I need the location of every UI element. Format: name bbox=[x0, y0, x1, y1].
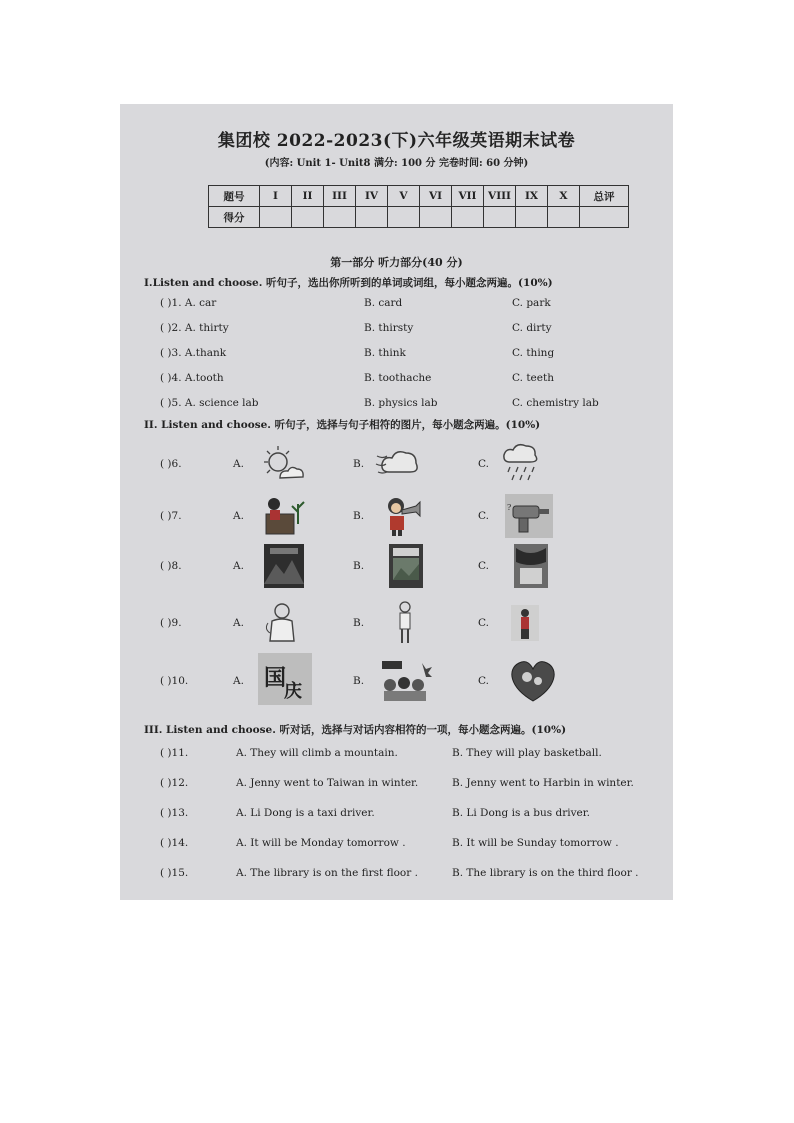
question-number: ( )10. bbox=[160, 675, 189, 687]
score-header-cell: IX bbox=[516, 186, 548, 207]
option-label-c: C. bbox=[478, 560, 489, 572]
score-cell bbox=[292, 207, 324, 228]
mountain-poster-picture bbox=[262, 544, 310, 588]
score-header-cell: 题号 bbox=[209, 186, 260, 207]
option-b-text: B. The library is on the third floor . bbox=[452, 867, 639, 879]
picture-question-row bbox=[160, 494, 660, 542]
question-number: ( )11. bbox=[160, 747, 189, 759]
question-row bbox=[160, 297, 660, 315]
question-number: ( )15. bbox=[160, 867, 189, 879]
dialogue-question-row bbox=[160, 837, 660, 855]
exam-sheet bbox=[120, 104, 673, 900]
picture-question-row bbox=[160, 544, 660, 592]
score-header-cell: 总评 bbox=[580, 186, 629, 207]
sunny-cloud-picture bbox=[258, 442, 306, 486]
option-label-b: B. bbox=[353, 510, 365, 522]
dialogue-question-row bbox=[160, 867, 660, 885]
option-label-a: A. bbox=[233, 510, 244, 522]
dialogue-question-row bbox=[160, 747, 660, 765]
score-cell bbox=[452, 207, 484, 228]
rain-cloud-picture bbox=[500, 442, 548, 486]
option-a-text: A. Li Dong is a taxi driver. bbox=[236, 807, 375, 819]
score-cell bbox=[516, 207, 548, 228]
child-planting-picture bbox=[260, 494, 308, 538]
svg-text:?: ? bbox=[507, 503, 512, 512]
picture-question-row bbox=[160, 601, 660, 649]
svg-text:庆: 庆 bbox=[284, 681, 302, 702]
option-b-text: B. Li Dong is a bus driver. bbox=[452, 807, 590, 819]
question-number: ( )13. bbox=[160, 807, 189, 819]
landscape-poster-picture bbox=[385, 544, 433, 588]
exam-subtitle: (内容: Unit 1- Unit8 满分: 100 分 完卷时间: 60 分钟) bbox=[264, 158, 529, 169]
option-label-c: C. bbox=[478, 510, 489, 522]
question-option-b: B. card bbox=[364, 297, 403, 309]
score-table-header-row bbox=[209, 186, 629, 207]
option-label-c: C. bbox=[478, 675, 489, 687]
score-cell bbox=[580, 207, 629, 228]
question-option-a: ( )1. A. car bbox=[160, 297, 217, 309]
score-cell bbox=[548, 207, 580, 228]
child-playing-trumpet-picture bbox=[378, 494, 426, 538]
svg-text:国: 国 bbox=[264, 665, 287, 691]
question-number: ( )8. bbox=[160, 560, 182, 572]
score-header-cell: VI bbox=[420, 186, 452, 207]
score-table bbox=[208, 185, 629, 228]
student-standing-picture bbox=[505, 601, 553, 645]
standing-man-picture bbox=[385, 601, 433, 645]
question-option-c: C. dirty bbox=[512, 322, 552, 334]
option-b-text: B. Jenny went to Harbin in winter. bbox=[452, 777, 634, 789]
score-header-cell: IV bbox=[356, 186, 388, 207]
question-row bbox=[160, 322, 660, 340]
family-celebration-picture bbox=[378, 659, 434, 703]
question-number: ( )7. bbox=[160, 510, 182, 522]
question-option-c: C. thing bbox=[512, 347, 555, 359]
national-day-calligraphy-picture bbox=[258, 653, 312, 705]
option-label-b: B. bbox=[353, 560, 365, 572]
option-a-text: A. Jenny went to Taiwan in winter. bbox=[236, 777, 419, 789]
picture-question-row bbox=[160, 659, 660, 707]
option-label-a: A. bbox=[233, 675, 244, 687]
question-number: ( )6. bbox=[160, 458, 182, 470]
score-table-score-row bbox=[209, 207, 629, 228]
question-option-a: ( )2. A. thirty bbox=[160, 322, 229, 334]
option-label-a: A. bbox=[233, 617, 244, 629]
question-option-c: C. teeth bbox=[512, 372, 554, 384]
score-header-cell: III bbox=[324, 186, 356, 207]
section-2-heading: II. Listen and choose. 听句子，选择与句子相符的图片，每小题念两遍。(10%) bbox=[144, 419, 541, 431]
question-option-b: B. think bbox=[364, 347, 406, 359]
picture-question-row bbox=[160, 442, 660, 490]
dialogue-question-row bbox=[160, 807, 660, 825]
score-cell bbox=[484, 207, 516, 228]
option-a-text: A. They will climb a mountain. bbox=[236, 747, 398, 759]
festival-poster-picture bbox=[510, 544, 558, 588]
question-number: ( )9. bbox=[160, 617, 182, 629]
heart-mother-child-picture bbox=[505, 659, 561, 703]
option-label-c: C. bbox=[478, 617, 489, 629]
option-b-text: B. It will be Sunday tomorrow . bbox=[452, 837, 619, 849]
option-b-text: B. They will play basketball. bbox=[452, 747, 602, 759]
question-option-b: B. physics lab bbox=[364, 397, 438, 409]
score-header-cell: V bbox=[388, 186, 420, 207]
option-label-c: C. bbox=[478, 458, 489, 470]
question-option-a: ( )3. A.thank bbox=[160, 347, 227, 359]
score-cell bbox=[356, 207, 388, 228]
exam-title: 集团校 2022-2023(下)六年级英语期末试卷 bbox=[217, 131, 576, 151]
question-option-c: C. park bbox=[512, 297, 551, 309]
question-option-b: B. toothache bbox=[364, 372, 432, 384]
option-label-b: B. bbox=[353, 617, 365, 629]
score-header-cell: I bbox=[260, 186, 292, 207]
score-header-cell: VII bbox=[452, 186, 484, 207]
option-label-a: A. bbox=[233, 458, 244, 470]
question-option-c: C. chemistry lab bbox=[512, 397, 599, 409]
sick-person-picture bbox=[260, 601, 308, 645]
question-row bbox=[160, 397, 660, 415]
option-a-text: A. The library is on the first floor . bbox=[236, 867, 418, 879]
section-1-heading: Ⅰ.Listen and choose. 听句子，选出你所听到的单词或词组，每小题念两遍。(10%) bbox=[144, 277, 553, 289]
windy-cloud-picture bbox=[375, 442, 423, 486]
score-header-cell: X bbox=[548, 186, 580, 207]
option-label-b: B. bbox=[353, 675, 365, 687]
question-number: ( )12. bbox=[160, 777, 189, 789]
option-a-text: A. It will be Monday tomorrow . bbox=[236, 837, 406, 849]
score-cell bbox=[388, 207, 420, 228]
dialogue-question-row bbox=[160, 777, 660, 795]
question-option-a: ( )4. A.tooth bbox=[160, 372, 224, 384]
score-row-label: 得分 bbox=[209, 207, 260, 228]
part-one-title: 第一部分 听力部分(40 分) bbox=[330, 256, 463, 269]
score-cell bbox=[420, 207, 452, 228]
option-label-a: A. bbox=[233, 560, 244, 572]
score-cell bbox=[260, 207, 292, 228]
electric-drill-picture bbox=[505, 494, 553, 538]
question-option-b: B. thirsty bbox=[364, 322, 414, 334]
question-row bbox=[160, 372, 660, 390]
section-3-heading: III. Listen and choose. 听对话，选择与对话内容相符的一项，每小题念两遍。(10%) bbox=[144, 724, 567, 736]
option-label-b: B. bbox=[353, 458, 365, 470]
score-header-cell: VIII bbox=[484, 186, 516, 207]
score-cell bbox=[324, 207, 356, 228]
score-header-cell: II bbox=[292, 186, 324, 207]
question-option-a: ( )5. A. science lab bbox=[160, 397, 259, 409]
question-number: ( )14. bbox=[160, 837, 189, 849]
question-row bbox=[160, 347, 660, 365]
